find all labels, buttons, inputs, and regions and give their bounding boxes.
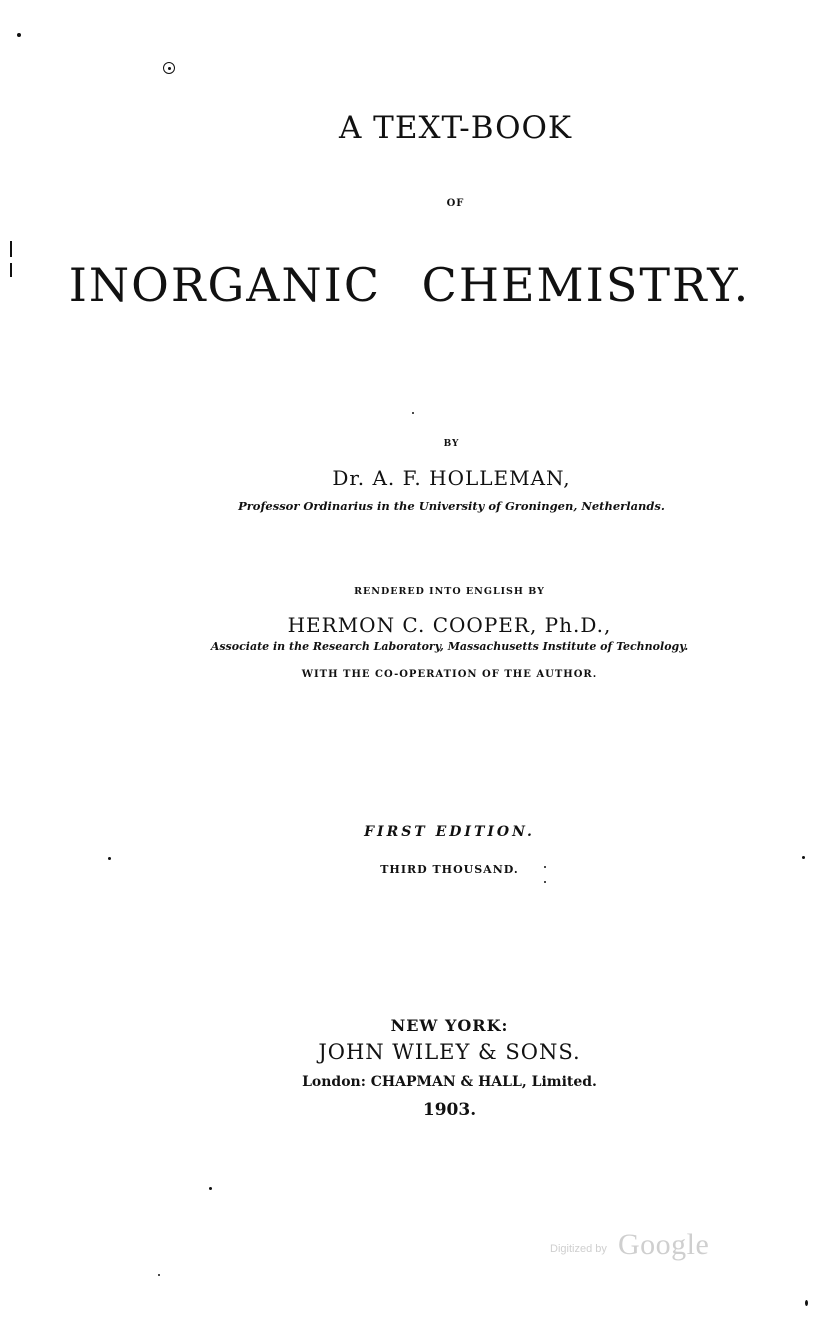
google-logo-text: Google <box>618 1228 710 1261</box>
digitized-by-label: Digitized by <box>550 1243 607 1255</box>
imprint-publisher: JOHN WILEY & SONS. <box>318 1040 581 1064</box>
scan-speck <box>108 857 111 860</box>
title-of: OF <box>446 198 465 209</box>
imprint-london: London: CHAPMAN & HALL, Limited. <box>302 1074 597 1090</box>
rendered-by-label: RENDERED INTO ENGLISH BY <box>354 586 545 597</box>
scan-speck <box>802 856 805 859</box>
scan-speck <box>412 412 414 414</box>
title-line-2: INORGANIC CHEMISTRY. <box>68 258 751 312</box>
scan-speck <box>17 33 21 37</box>
cooperation-note: WITH THE CO-OPERATION OF THE AUTHOR. <box>301 669 598 680</box>
google-watermark <box>540 1228 740 1268</box>
scan-speck <box>158 1274 160 1276</box>
scan-mark <box>10 241 12 257</box>
scan-speck <box>805 1300 808 1306</box>
edition: FIRST EDITION. <box>364 824 535 840</box>
imprint-year: 1903. <box>422 1100 477 1120</box>
translator-affiliation: Associate in the Research Laboratory, Massachusetts Institute of Technology. <box>210 640 689 653</box>
scan-speck <box>209 1187 212 1190</box>
translator-name: HERMON C. COOPER, Ph.D., <box>287 613 612 637</box>
author-name: Dr. A. F. HOLLEMAN, <box>332 466 571 490</box>
printing: THIRD THOUSAND. <box>380 863 519 876</box>
title-line-1: A TEXT-BOOK <box>338 110 573 146</box>
scan-speck <box>544 881 546 883</box>
author-affiliation: Professor Ordinarius in the University of Groningen, Netherlands. <box>238 499 665 513</box>
imprint-city: NEW YORK: <box>390 1016 509 1035</box>
by-label: BY <box>443 439 460 449</box>
circle-mark-icon <box>163 62 175 74</box>
